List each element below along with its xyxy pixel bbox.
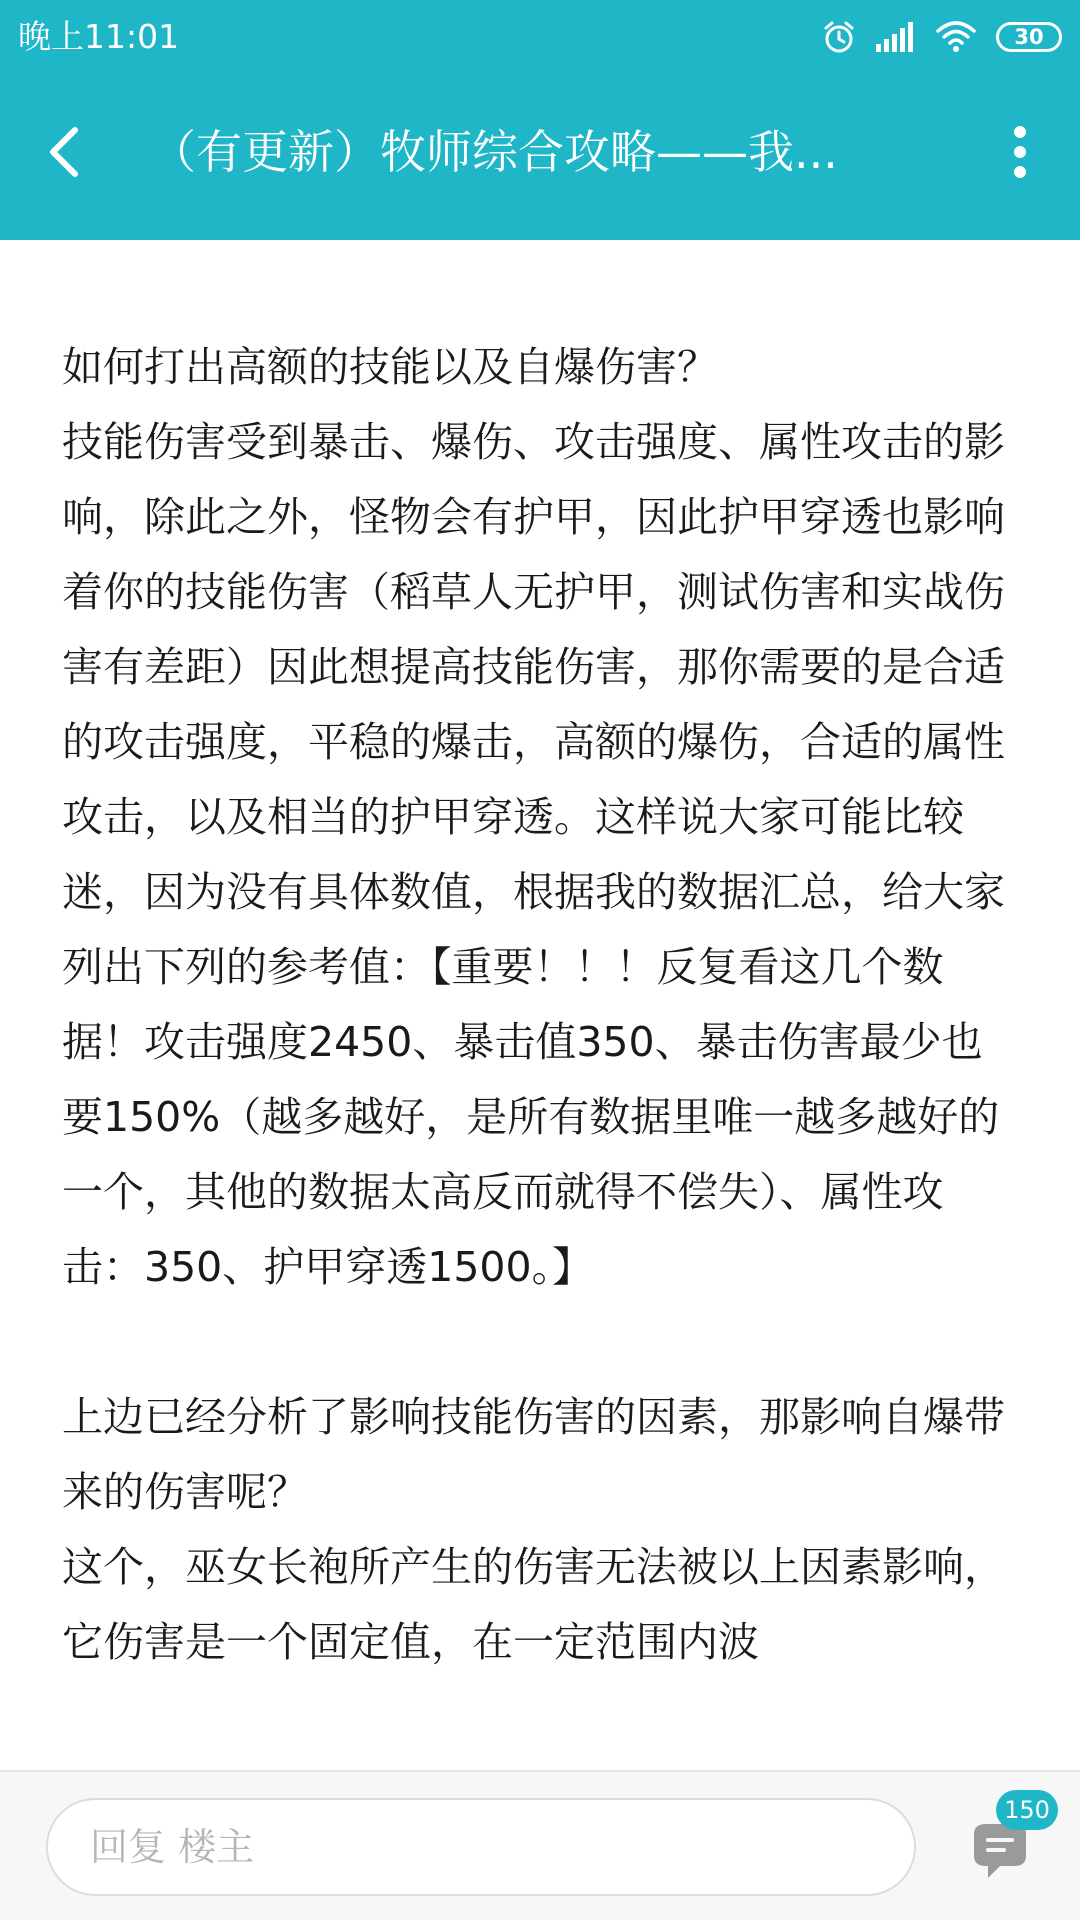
toolbar <box>0 75 1080 240</box>
comment-count-badge: 150 <box>996 1790 1058 1830</box>
paragraph-spacer <box>62 1305 1022 1380</box>
post-content <box>62 330 1022 1680</box>
post-paragraph: 技能伤害受到暴击、爆伤、攻击强度、属性攻击的影响，除此之外，怪物会有护甲，因此护甲穿透也影响着你的技能伤害（稻草人无护甲，测试伤害和实战伤害有差距）因此想提高技能伤害，那你需要的是合适的攻击强度，平稳的爆击，高额的爆伤，合适的属性攻击，以及相当的护甲穿透。这样说大家可能比较迷，因为没有具体数值，根据我的数据汇总，给大家列出下列的参考值：【重要！！！反复看这几个数据！攻击强度2450、暴击值350、暴击伤害最少也要150%（越多越好，是所有数据里唯一越多越好的一个，其他的数据太高反而就得不偿失）、属性攻击：350、护甲穿透1500。】 <box>62 418 1005 1291</box>
back-arrow-icon <box>45 125 85 179</box>
page-title: （有更新）牧师综合攻略——我... <box>150 125 838 179</box>
status-time: 晚上11:01 <box>18 17 180 56</box>
reply-input[interactable]: 回复 楼主 <box>46 1798 916 1896</box>
status-bar <box>0 0 1080 75</box>
status-icons <box>822 16 1062 58</box>
post-paragraph: 上边已经分析了影响技能伤害的因素，那影响自爆带来的伤害呢？ <box>62 1393 1005 1516</box>
back-button[interactable] <box>30 117 100 187</box>
battery-icon <box>996 22 1062 52</box>
battery-level: 30 <box>1014 25 1044 49</box>
signal-icon <box>876 22 916 52</box>
more-options-button[interactable] <box>990 117 1050 187</box>
reply-bar <box>0 1770 1080 1920</box>
more-vertical-icon <box>1010 125 1030 179</box>
post-paragraph: 这个，巫女长袍所产生的伤害无法被以上因素影响，它伤害是一个固定值，在一定范围内波 <box>62 1543 1005 1666</box>
wifi-icon <box>936 21 976 53</box>
post-paragraph: 如何打出高额的技能以及自爆伤害？ <box>62 343 718 391</box>
alarm-icon <box>822 20 856 54</box>
